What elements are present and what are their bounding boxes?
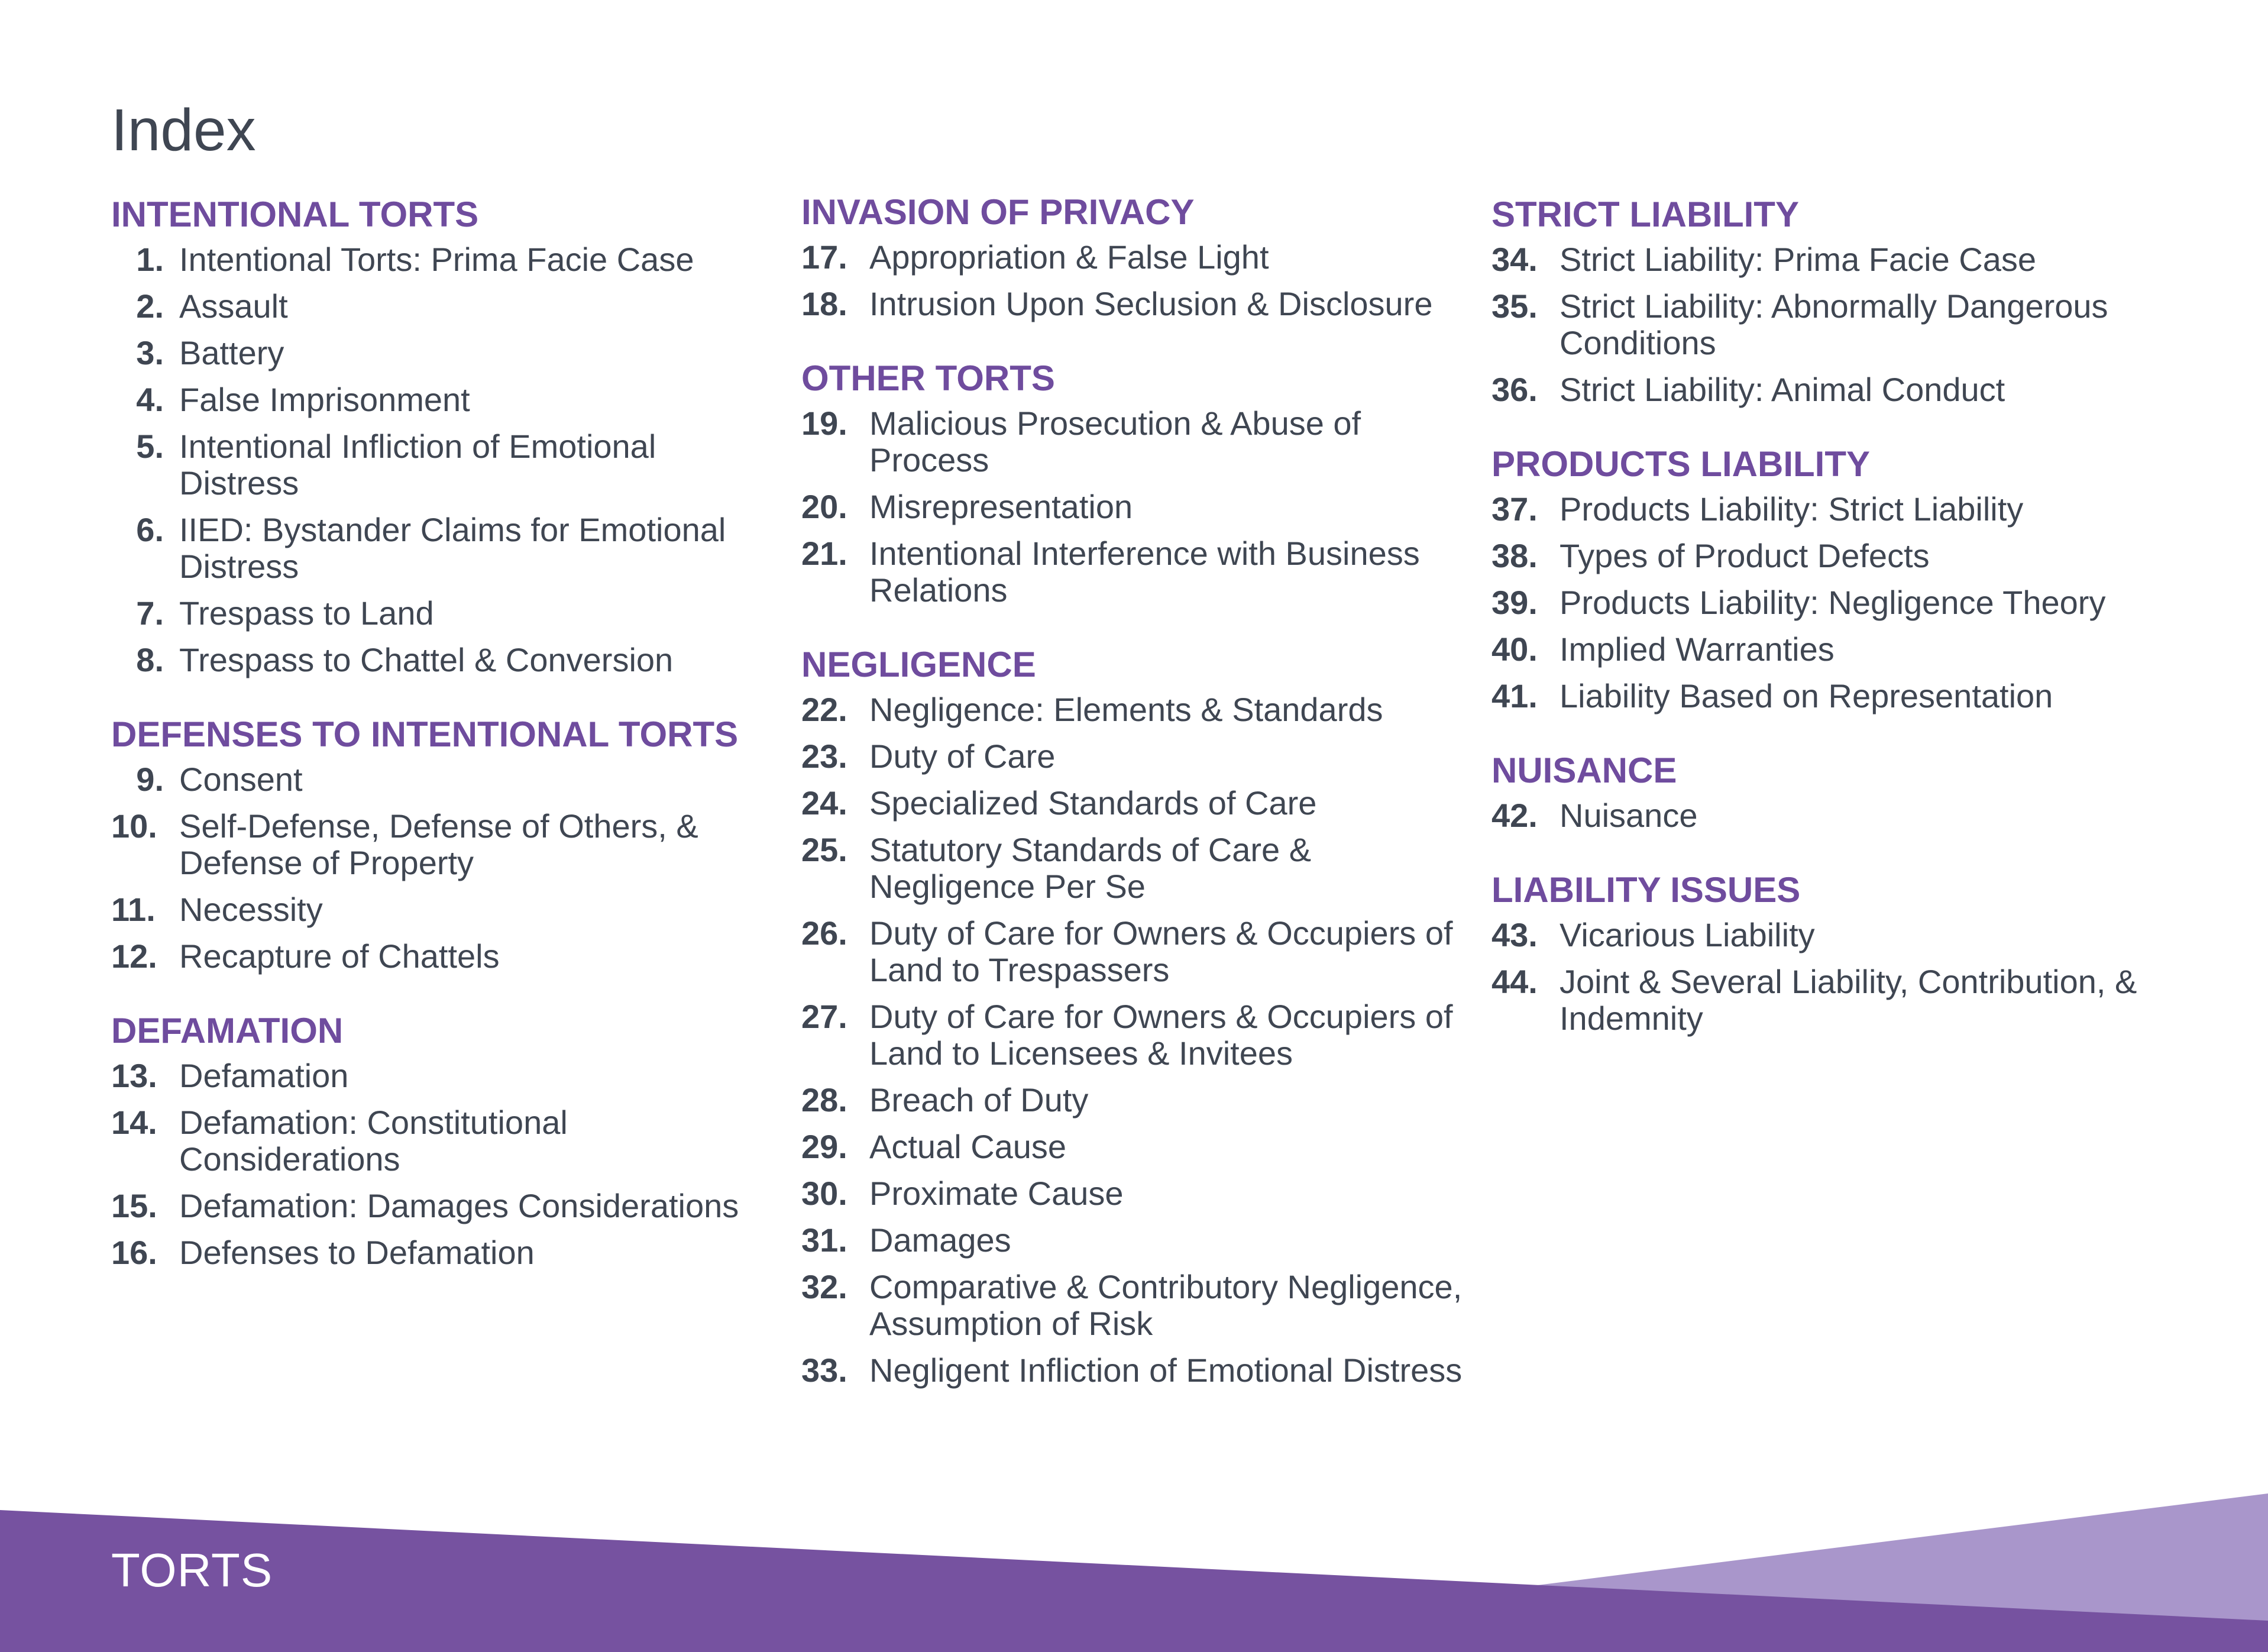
section-heading: NEGLIGENCE [801, 645, 1036, 684]
index-entry [801, 998, 1476, 1072]
entry-number: 5. [136, 428, 164, 465]
section-heading: NUISANCE [1491, 751, 1677, 790]
index-entry [801, 785, 1476, 822]
entry-number: 38. [1491, 537, 1538, 574]
entry-title: Misrepresentation [869, 488, 1133, 525]
entry-number: 3. [136, 334, 164, 371]
index-entry [801, 1222, 1476, 1259]
index-entry [1491, 584, 2178, 621]
index-column-1 [111, 195, 779, 1308]
index-entry [801, 832, 1476, 905]
index-entry [801, 535, 1476, 609]
entry-number: 35. [1491, 287, 1538, 325]
entry-title: Appropriation & False Light [869, 238, 1269, 276]
index-entry [111, 512, 779, 585]
entry-title: Defamation [179, 1057, 349, 1094]
section-heading: OTHER TORTS [801, 358, 1055, 398]
index-section [801, 359, 1476, 609]
index-entry [801, 691, 1476, 728]
entry-number: 40. [1491, 631, 1538, 668]
index-section [111, 715, 779, 975]
index-entry [111, 335, 779, 371]
entry-title: Negligent Infliction of Emotional Distress [869, 1352, 1463, 1389]
index-entry [801, 1082, 1476, 1118]
entry-number: 19. [801, 405, 847, 442]
index-entry [801, 489, 1476, 525]
section-heading: INTENTIONAL TORTS [111, 195, 479, 234]
index-section [1491, 871, 2178, 1037]
entry-number: 32. [801, 1268, 847, 1305]
index-entry [1491, 964, 2178, 1037]
index-entry [801, 1175, 1476, 1212]
entry-number: 36. [1491, 371, 1538, 408]
index-entry [801, 405, 1476, 479]
entry-number: 7. [136, 594, 164, 632]
entry-number: 17. [801, 238, 847, 276]
entry-title: Types of Product Defects [1560, 537, 1930, 574]
index-entry [111, 428, 779, 502]
entry-number: 30. [801, 1175, 847, 1212]
entry-title: Duty of Care [869, 738, 1056, 775]
index-section [801, 645, 1476, 1389]
index-entry [801, 286, 1476, 322]
entry-number: 9. [136, 761, 164, 798]
entry-title: Trespass to Land [179, 594, 434, 632]
entry-number: 24. [801, 784, 847, 822]
entry-title: Strict Liability: Animal Conduct [1560, 371, 2005, 408]
entry-number: 41. [1491, 677, 1538, 715]
entry-number: 4. [136, 381, 164, 418]
index-entry [1491, 797, 2178, 834]
entry-number: 33. [801, 1352, 847, 1389]
entry-number: 18. [801, 285, 847, 322]
entry-title: False Imprisonment [179, 381, 470, 418]
entry-title: Intrusion Upon Seclusion & Disclosure [869, 285, 1433, 322]
entry-number: 37. [1491, 490, 1538, 528]
entry-title: Consent [179, 761, 303, 798]
entry-title: Implied Warranties [1560, 631, 1835, 668]
entry-number: 39. [1491, 584, 1538, 621]
entry-number: 44. [1491, 963, 1538, 1000]
index-section [1491, 445, 2178, 715]
section-heading: LIABILITY ISSUES [1491, 870, 1801, 910]
index-column-3 [1491, 195, 2178, 1074]
index-entry [111, 1188, 779, 1224]
index-entry [1491, 371, 2178, 408]
entry-number: 20. [801, 488, 847, 525]
entry-title: Defamation: Constitutional Considerations [179, 1104, 568, 1178]
entry-number: 29. [801, 1128, 847, 1165]
entry-number: 31. [801, 1221, 847, 1259]
entry-number: 21. [801, 535, 847, 572]
entry-number: 42. [1491, 797, 1538, 834]
entry-title: Intentional Infliction of Emotional Distress [179, 428, 656, 502]
entry-number: 34. [1491, 241, 1538, 278]
entry-title: Strict Liability: Abnormally Dangerous Conditions [1560, 287, 2108, 361]
entry-title: Battery [179, 334, 284, 371]
index-entry [111, 1058, 779, 1094]
index-section [111, 195, 779, 678]
entry-title: Duty of Care for Owners & Occupiers of Land to Licensees & Invitees [869, 998, 1453, 1072]
section-heading: PRODUCTS LIABILITY [1491, 444, 1870, 484]
entry-title: Comparative & Contributory Negligence, Assumption of Risk [869, 1268, 1463, 1342]
index-entry [111, 595, 779, 632]
entry-title: Defenses to Defamation [179, 1234, 535, 1271]
entry-number: 12. [111, 937, 157, 975]
index-entry [801, 738, 1476, 775]
entry-title: Assault [179, 287, 288, 325]
index-entry [1491, 491, 2178, 528]
entry-number: 23. [801, 738, 847, 775]
entry-title: Damages [869, 1221, 1011, 1259]
entry-title: Necessity [179, 891, 323, 928]
index-entry [801, 1352, 1476, 1389]
entry-number: 25. [801, 831, 847, 868]
entry-title: Vicarious Liability [1560, 916, 1815, 953]
entry-number: 14. [111, 1104, 157, 1141]
entry-number: 16. [111, 1234, 157, 1271]
entry-title: Strict Liability: Prima Facie Case [1560, 241, 2037, 278]
entry-title: Nuisance [1560, 797, 1698, 834]
index-entry [111, 241, 779, 278]
entry-number: 11. [111, 891, 156, 928]
entry-number: 13. [111, 1057, 157, 1094]
entry-title: IIED: Bystander Claims for Emotional Distress [179, 511, 726, 585]
index-entry [111, 1234, 779, 1271]
index-entry [111, 938, 779, 975]
index-section [1491, 195, 2178, 408]
section-heading: DEFAMATION [111, 1011, 344, 1050]
index-entry [1491, 538, 2178, 574]
index-entry [111, 891, 779, 928]
index-entry [1491, 917, 2178, 953]
index-entry [111, 288, 779, 325]
entry-title: Defamation: Damages Considerations [179, 1187, 739, 1224]
entry-number: 22. [801, 691, 847, 728]
index-entry [1491, 288, 2178, 361]
entry-title: Products Liability: Negligence Theory [1560, 584, 2106, 621]
footer-label: TORTS [111, 1544, 273, 1596]
entry-number: 1. [136, 241, 164, 278]
index-section [111, 1011, 779, 1271]
entry-title: Recapture of Chattels [179, 937, 500, 975]
index-column-2 [801, 193, 1476, 1425]
entry-title: Intentional Interference with Business Relations [869, 535, 1420, 609]
entry-number: 15. [111, 1187, 157, 1224]
entry-title: Trespass to Chattel & Conversion [179, 641, 674, 678]
index-entry [111, 808, 779, 881]
entry-title: Joint & Several Liability, Contribution, & Indemnity [1560, 963, 2137, 1037]
entry-number: 6. [136, 511, 164, 548]
index-section [801, 193, 1476, 322]
footer-band [0, 1479, 2268, 1652]
index-entry [111, 761, 779, 798]
entry-title: Breach of Duty [869, 1081, 1089, 1118]
entry-title: Malicious Prosecution & Abuse of Process [869, 405, 1361, 479]
page-title: Index [111, 97, 256, 163]
entry-title: Proximate Cause [869, 1175, 1124, 1212]
index-entry [1491, 241, 2178, 278]
index-entry [1491, 678, 2178, 715]
index-section [1491, 751, 2178, 834]
entry-title: Statutory Standards of Care & Negligence Per Se [869, 831, 1312, 905]
section-heading: DEFENSES TO INTENTIONAL TORTS [111, 715, 739, 754]
entry-title: Intentional Torts: Prima Facie Case [179, 241, 694, 278]
entry-number: 26. [801, 914, 847, 952]
entry-number: 27. [801, 998, 847, 1035]
entry-number: 2. [136, 287, 164, 325]
entry-number: 8. [136, 641, 164, 678]
entry-title: Specialized Standards of Care [869, 784, 1317, 822]
index-entry [111, 382, 779, 418]
entry-title: Products Liability: Strict Liability [1560, 490, 2024, 528]
entry-number: 10. [111, 807, 157, 845]
index-entry [801, 239, 1476, 276]
index-entry [801, 915, 1476, 988]
index-entry [111, 1104, 779, 1178]
section-heading: INVASION OF PRIVACY [801, 192, 1195, 232]
entry-title: Self-Defense, Defense of Others, & Defense of Property [179, 807, 698, 881]
entry-title: Negligence: Elements & Standards [869, 691, 1383, 728]
index-entry [111, 642, 779, 678]
entry-number: 28. [801, 1081, 847, 1118]
entry-number: 43. [1491, 916, 1538, 953]
entry-title: Actual Cause [869, 1128, 1067, 1165]
entry-title: Liability Based on Representation [1560, 677, 2053, 715]
index-entry [801, 1269, 1476, 1342]
index-entry [801, 1129, 1476, 1165]
index-entry [1491, 631, 2178, 668]
section-heading: STRICT LIABILITY [1491, 195, 1799, 234]
entry-title: Duty of Care for Owners & Occupiers of Land to Trespassers [869, 914, 1453, 988]
